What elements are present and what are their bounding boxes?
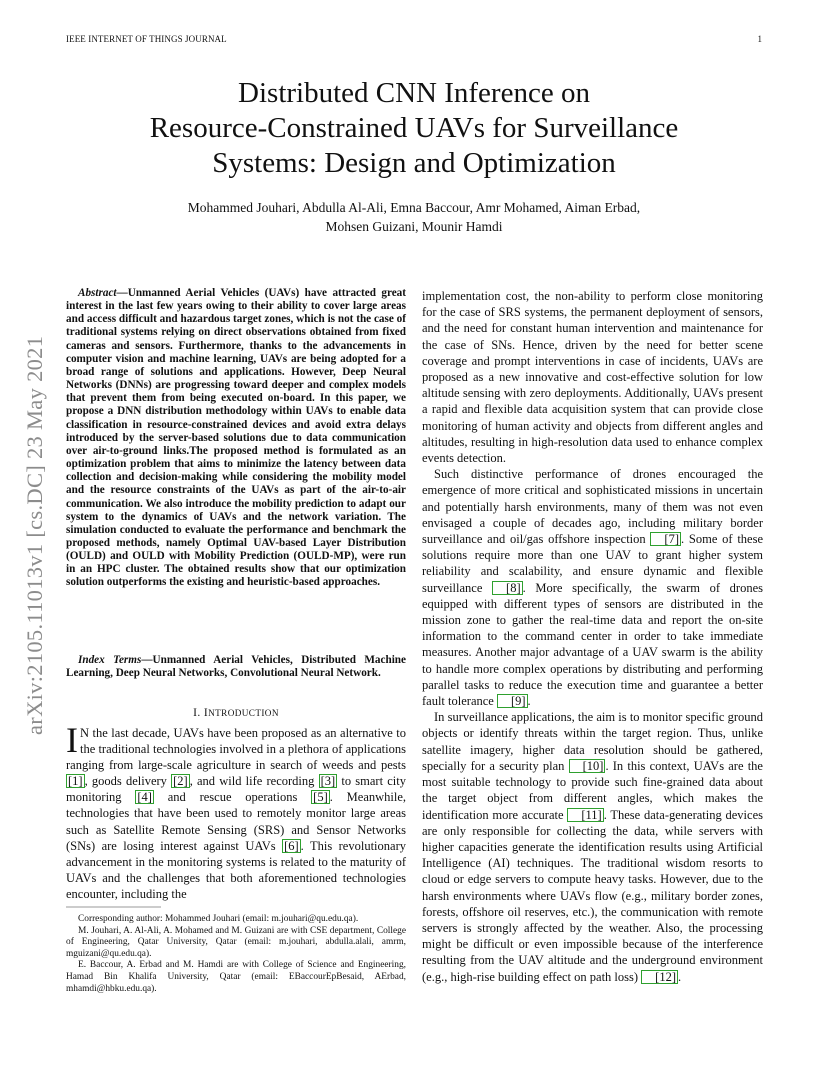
- body-text: .: [678, 969, 682, 984]
- footnote-rule: [66, 906, 406, 908]
- body-paragraph: [422, 709, 763, 984]
- abstract-label: Abstract: [78, 287, 117, 299]
- title-line: Resource-Constrained UAVs for Surveillance: [149, 112, 679, 144]
- abstract: [66, 287, 406, 590]
- body-text: . More specifically, the swarm of drones equipped with different types of sensors are distributed in the mission zone to gather the real-time data and report the on-site information to the command center in order to take immediate measures. Another major advantage of a UAV swarm is the ability to handle more complex operations by distributing and performing parallel tasks to reduce the execution time and guarantee a better fault tolerance: [422, 580, 763, 709]
- body-paragraph: implementation cost, the non-ability to perform close monitoring for the case of SRS systems, the permanent deployment of sensors, and the need for constant human intervention and maintenance for the case of SNs. Hence, driven by the need for better scene coverage and prompt interventions in case of incidents, UAVs are proposed as a new innovative and cost-effective solution for low altitude sensing with zero deployments. Additionally, UAVs present a rapid and flexible data acquisition system that can provide close monitoring of human activity and objects from different angles and altitudes, resulting in high-resolution data used to enhance complex events detection.: [422, 289, 763, 466]
- drop-cap: I: [66, 720, 78, 760]
- citation-link[interactable]: [4]: [137, 790, 152, 805]
- body-text: .: [527, 694, 531, 709]
- author-line: Mohsen Guizani, Mounir Hamdi: [325, 219, 503, 234]
- intro-text: , goods delivery: [84, 774, 172, 789]
- page-number: 1: [757, 34, 762, 44]
- footnote: M. Jouhari, A. Al-Ali, A. Mohamed and M. Guizani are with CSE department, College of Engineering, Qatar University, Qatar (email: m.jouhari, abdulla.alali, amrm, mguizani@qu.edu.qa).: [66, 925, 406, 959]
- arxiv-stamp: arXiv:2105.11013v1 [cs.DC] 23 May 2021: [22, 335, 47, 735]
- body-text: Such distinctive performance of drones encouraged the emergence of more critical and sophisticated missions in uncertain and potentially harsh environments, many of them was not even envisaged a couple of decades ago, including military border surveillance and oil/gas offshore inspection: [422, 467, 763, 547]
- body-paragraph: [422, 466, 763, 709]
- citation-link[interactable]: [11]: [567, 808, 603, 822]
- citation-link[interactable]: [8]: [492, 581, 523, 595]
- author-line: Mohammed Jouhari, Abdulla Al-Ali, Emna Baccour, Amr Mohamed, Aiman Erbad,: [187, 200, 641, 215]
- citation-link[interactable]: [5]: [313, 790, 328, 805]
- section-title-initial: I: [203, 707, 209, 719]
- citation-link[interactable]: [10]: [569, 759, 606, 773]
- citation-link[interactable]: [9]: [497, 694, 528, 708]
- citation-link[interactable]: [12]: [641, 970, 678, 984]
- body-text: . In this context, UAVs are the most suitable technology to provide such fine-grained data about the target object from different angles, which makes the identification more accurate: [422, 758, 763, 822]
- body-text: . Some of these solutions require more than one UAV to grant higher system reliability and scalability, and ensure dynamic and flexible surveillance: [422, 532, 763, 595]
- paper-title: [66, 76, 762, 181]
- citation-link[interactable]: [7]: [650, 532, 681, 546]
- body-text: In surveillance applications, the aim is to monitor specific ground objects or identify threats within the target region. Thus, unlike satellite imagery, higher data resolution should be gathered, specially for a security plan: [422, 710, 763, 773]
- intro-paragraph: [66, 720, 407, 902]
- section-number: I.: [193, 707, 204, 719]
- intro-text: N the last decade, UAVs have been proposed as an alternative to the traditional technologies involved in a plethora of applications ranging from large-scale agriculture in search of weeds and pests: [66, 726, 406, 773]
- abstract-text: —Unmanned Aerial Vehicles (UAVs) have attracted great interest in the last few years owing to their ability to cover large areas and access difficult and hazardous target zones, which is not the case of traditional systems relying on direct observations obtained from fixed cameras and sensors. Furthermore, thanks to the advancements in computer vision and machine learning, UAVs are being adopted for a broad range of solutions and applications. However, Deep Neural Networks (DNNs) are progressing toward deeper and complex models that prevent them from being executed on-board. In this paper, we propose a DNN distribution methodology within UAVs to enable data classification in resource-constrained devices and avoid extra delays introduced by the server-based solutions due to data communication over air-to-ground links.The proposed method is formulated as an optimization problem that aims to minimize the latency between data collection and decision-making while considering the mobility model and the resource constraints of the UAVs as part of the air-to-air communication. We also introduce the mobility prediction to adapt our system to the dynamics of UAVs and the network variation. The simulation conducted to evaluate the performance and benchmark the proposed methods, namely Optimal UAV-based Layer Distribution (OULD) and OULD with Mobility Prediction (OULD-MP), were run in an HPC cluster. The obtained results show that our optimization solution outperforms the existing and heuristic-based approaches.: [66, 287, 406, 589]
- intro-text: , and wild life recording: [189, 774, 319, 789]
- citation-link[interactable]: [2]: [173, 774, 188, 789]
- footnote: E. Baccour, A. Erbad and M. Hamdi are with College of Science and Engineering, Hamad Bin Khalifa University, Qatar (email: EBaccourEpBesaid, AErbad, mhamdi@hbku.edu.qa).: [66, 960, 406, 994]
- section-title-rest: NTRODUCTION: [208, 708, 279, 718]
- title-line: Distributed CNN Inference on: [238, 77, 590, 109]
- intro-text: . Meanwhile, technologies that have been used to remotely monitor large areas such as Satellite Remote Sensing (SRS) and Sensor Networks (SNs) are losing interest against UAVs: [66, 790, 407, 853]
- citation-link[interactable]: [6]: [284, 838, 299, 853]
- citation-link[interactable]: [1]: [68, 774, 83, 789]
- intro-text: . This revolutionary advancement in the monitoring systems is related to the maturity of UAVs and the challenges that both aforementioned technologies encounter, including the: [66, 838, 406, 901]
- citation-link[interactable]: [3]: [320, 774, 336, 789]
- section-heading: [66, 707, 406, 719]
- right-column-text: [422, 288, 763, 985]
- footnotes: [66, 914, 406, 995]
- index-terms-text: —Unmanned Aerial Vehicles, Distributed Machine Learning, Deep Neural Networks, Convolutional Neural Network.: [66, 654, 406, 680]
- journal-header: IEEE INTERNET OF THINGS JOURNAL: [66, 34, 227, 44]
- author-list: [66, 198, 762, 236]
- index-terms: [66, 654, 406, 680]
- index-terms-label: Index Terms: [78, 654, 142, 666]
- intro-text: and rescue operations: [153, 790, 312, 805]
- footnote: Corresponding author: Mohammed Jouhari (email: m.jouhari@qu.edu.qa).: [78, 914, 359, 924]
- intro-text: to smart city monitoring: [66, 774, 406, 805]
- body-text: . These data-generating devices are only responsible for collecting the data, while servers with higher capacities generate the identification results using Artificial Intelligence (AI) techniques. The traditional wisdom resorts to cloud or edge servers to compute heavy tasks. However, due to the harsh environments where UAVs flow (e.g., military border zones, forests, offshore oil reserves, etc.), the communication with remote servers is strongly affected by the weather. Also, the processing might be difficult or even impossible because of the interference resulting from the UAV altitude and the underground environment (e.g., high-rise building effect on path loss): [422, 807, 763, 984]
- title-line: Systems: Design and Optimization: [212, 147, 616, 179]
